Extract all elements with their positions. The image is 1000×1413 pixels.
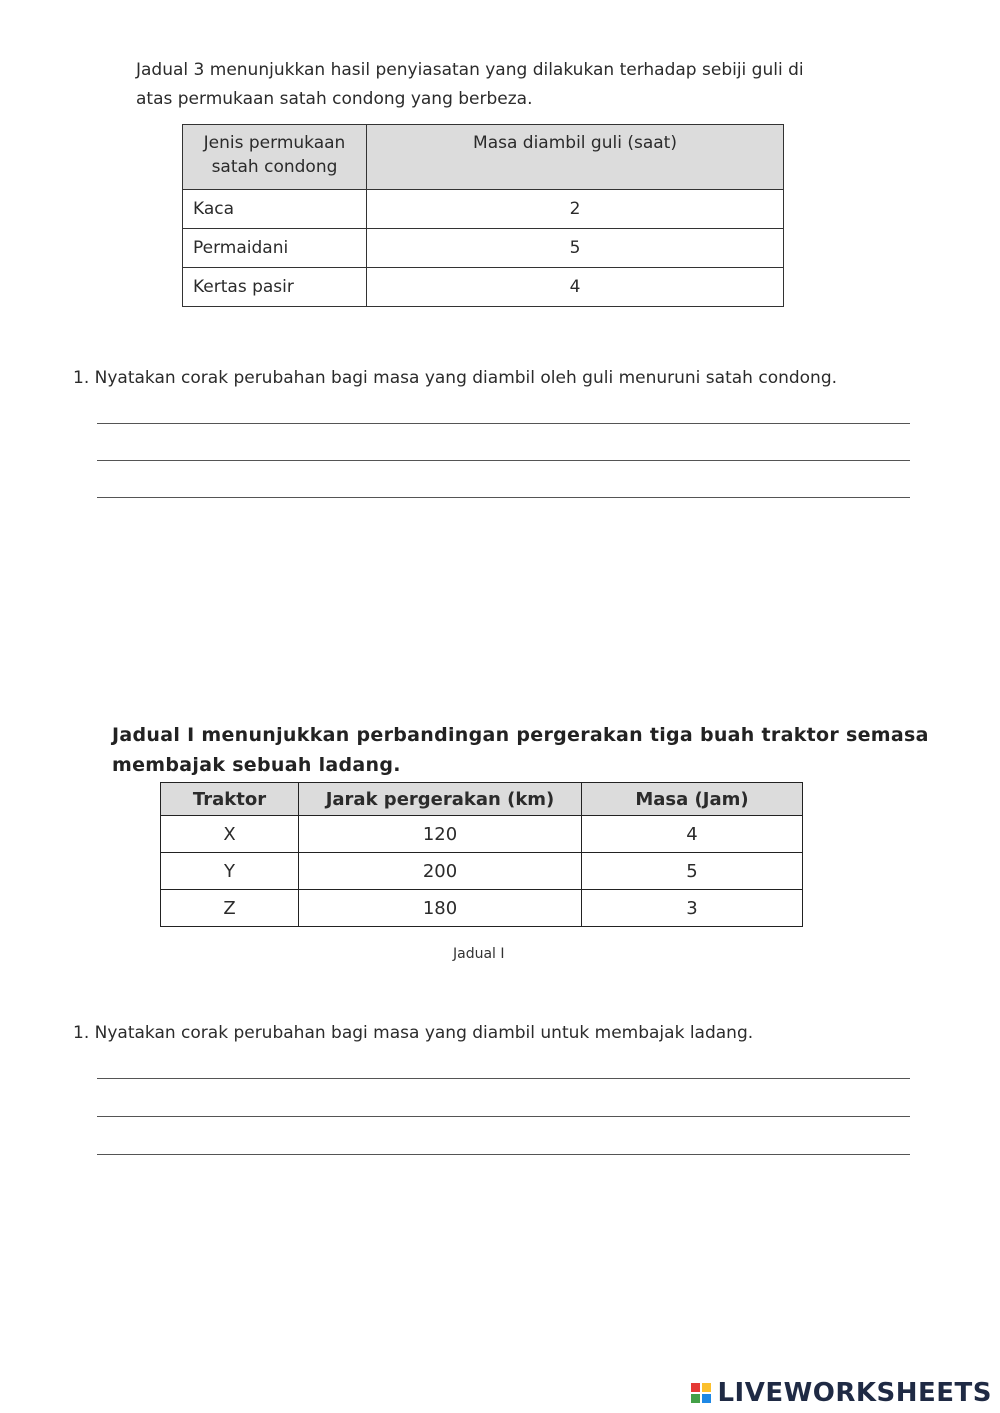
liveworksheets-logo <box>691 1378 992 1408</box>
table-cell: Permaidani <box>183 229 367 268</box>
question-2: 1. Nyatakan corak perubahan bagi masa yang diambil untuk membajak ladang. <box>73 1023 754 1043</box>
section1-intro-line1: Jadual 3 menunjukkan hasil penyiasatan yang dilakukan terhadap sebiji guli di <box>136 60 804 80</box>
table-cell: 2 <box>367 190 784 229</box>
logo-square <box>702 1383 711 1392</box>
answer-line-1b[interactable] <box>97 460 910 461</box>
question-1: 1. Nyatakan corak perubahan bagi masa yang diambil oleh guli menuruni satah condong. <box>73 368 838 388</box>
section2-intro-line2: membajak sebuah ladang. <box>112 754 401 776</box>
table-row <box>183 190 784 229</box>
table-cell: 5 <box>582 853 803 890</box>
table-caption: Jadual I <box>453 946 505 962</box>
table-cell: 180 <box>299 890 582 927</box>
table-row <box>161 853 803 890</box>
table-cell: Z <box>161 890 299 927</box>
header-tractor: Traktor <box>161 783 299 816</box>
table-cell: X <box>161 816 299 853</box>
header-distance: Jarak pergerakan (km) <box>299 783 582 816</box>
section1-intro <box>136 56 804 114</box>
table-row <box>161 890 803 927</box>
table-cell: 3 <box>582 890 803 927</box>
surface-table <box>182 124 784 307</box>
answer-line-2c[interactable] <box>97 1154 910 1155</box>
section1-intro-line2: atas permukaan satah condong yang berbeza. <box>136 89 533 109</box>
table-cell: Kertas pasir <box>183 268 367 307</box>
section2-intro-line1: Jadual I menunjukkan perbandingan pergerakan tiga buah traktor semasa <box>112 724 929 746</box>
table-cell: Y <box>161 853 299 890</box>
table-cell: 4 <box>367 268 784 307</box>
table-row <box>161 816 803 853</box>
table-header-row <box>161 783 803 816</box>
logo-square <box>691 1394 700 1403</box>
logo-mark-icon <box>691 1383 711 1403</box>
table-row <box>183 229 784 268</box>
table-cell: 200 <box>299 853 582 890</box>
tractor-table <box>160 782 803 927</box>
table-cell: 4 <box>582 816 803 853</box>
table-row <box>183 268 784 307</box>
logo-square <box>691 1383 700 1392</box>
answer-line-2a[interactable] <box>97 1078 910 1079</box>
header-time: Masa (Jam) <box>582 783 803 816</box>
table-cell: Kaca <box>183 190 367 229</box>
header-time-taken: Masa diambil guli (saat) <box>367 125 784 190</box>
section2-intro <box>112 720 929 780</box>
answer-line-1a[interactable] <box>97 423 910 424</box>
table-cell: 120 <box>299 816 582 853</box>
logo-text: LIVEWORKSHEETS <box>717 1378 992 1408</box>
logo-square <box>702 1394 711 1403</box>
table-cell: 5 <box>367 229 784 268</box>
answer-line-2b[interactable] <box>97 1116 910 1117</box>
table-header-row <box>183 125 784 190</box>
answer-line-1c[interactable] <box>97 497 910 498</box>
header-surface-type: Jenis permukaan satah condong <box>183 125 367 190</box>
